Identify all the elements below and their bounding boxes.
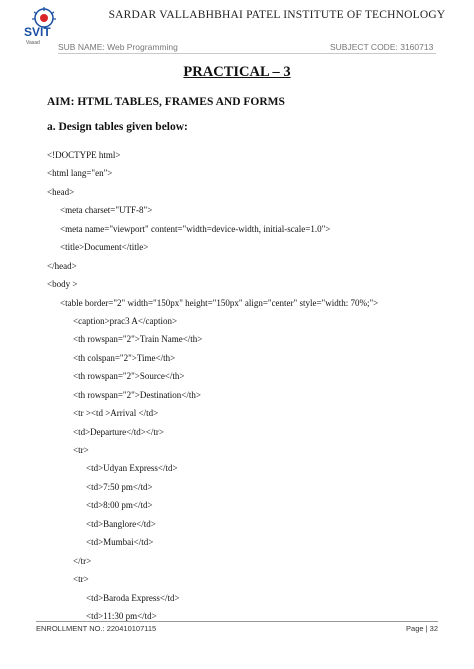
code-listing	[47, 146, 447, 625]
code-line: <title>Document</title>	[60, 242, 149, 253]
code-line: <td>Mumbai</td>	[86, 537, 154, 548]
code-line: <td>Udyan Express</td>	[86, 463, 178, 474]
code-line: <td>11:30 pm</td>	[86, 610, 157, 621]
code-line: <td>Departure</td></tr>	[73, 426, 164, 437]
code-line: <tr ><td >Arrival </td>	[73, 408, 159, 419]
logo-tagline: Vasad	[26, 40, 40, 46]
subject-code: SUBJECT CODE: 3160713	[330, 42, 434, 52]
enrollment-number: ENROLLMENT NO.: 220410107115	[36, 624, 157, 633]
aim-heading: AIM: HTML TABLES, FRAMES AND FORMS	[47, 96, 285, 108]
footer-divider	[36, 621, 438, 622]
code-line: <meta charset="UTF-8">	[60, 205, 153, 216]
logo-sunburst-icon	[32, 7, 56, 27]
code-line: <tr>	[73, 574, 89, 585]
section-heading: a. Design tables given below:	[47, 121, 188, 133]
institute-name: SARDAR VALLABHBHAI PATEL INSTITUTE OF TECHNOLOGY	[108, 9, 446, 21]
code-line: <body >	[47, 279, 78, 290]
code-line: <html lang="en">	[47, 168, 113, 179]
code-line: <th colspan="2">Time</th>	[73, 352, 176, 363]
code-line: <td>8:00 pm</td>	[86, 500, 153, 511]
code-line: <td>Banglore</td>	[86, 518, 156, 529]
svit-logo	[20, 6, 70, 46]
code-line: <meta name="viewport" content="width=device-width, initial-scale=1.0">	[60, 223, 331, 234]
code-line: <th rowspan="2">Source</th>	[73, 371, 185, 382]
code-line: <caption>prac3 A</caption>	[73, 315, 178, 326]
code-line: <td>7:50 pm</td>	[86, 481, 153, 492]
code-line: <head>	[47, 186, 75, 197]
code-line: </head>	[47, 260, 77, 271]
code-line: <tr>	[73, 445, 89, 455]
logo-text: SVIT	[24, 25, 51, 39]
page-number: Page | 32	[406, 624, 438, 633]
subject-name: SUB NAME: Web Programming	[58, 42, 178, 52]
code-line: <table border="2" width="150px" height="150px" align="center" style="width: 70%;">	[60, 297, 379, 308]
page-title: PRACTICAL – 3	[183, 64, 291, 80]
code-line: <td>Baroda Express</td>	[86, 592, 180, 603]
code-line: <!DOCTYPE html>	[47, 150, 121, 160]
code-line: <th rowspan="2">Destination</th>	[73, 389, 201, 400]
code-line: </tr>	[73, 555, 92, 566]
code-line: <th rowspan="2">Train Name</th>	[73, 334, 203, 345]
header-divider	[58, 53, 436, 54]
